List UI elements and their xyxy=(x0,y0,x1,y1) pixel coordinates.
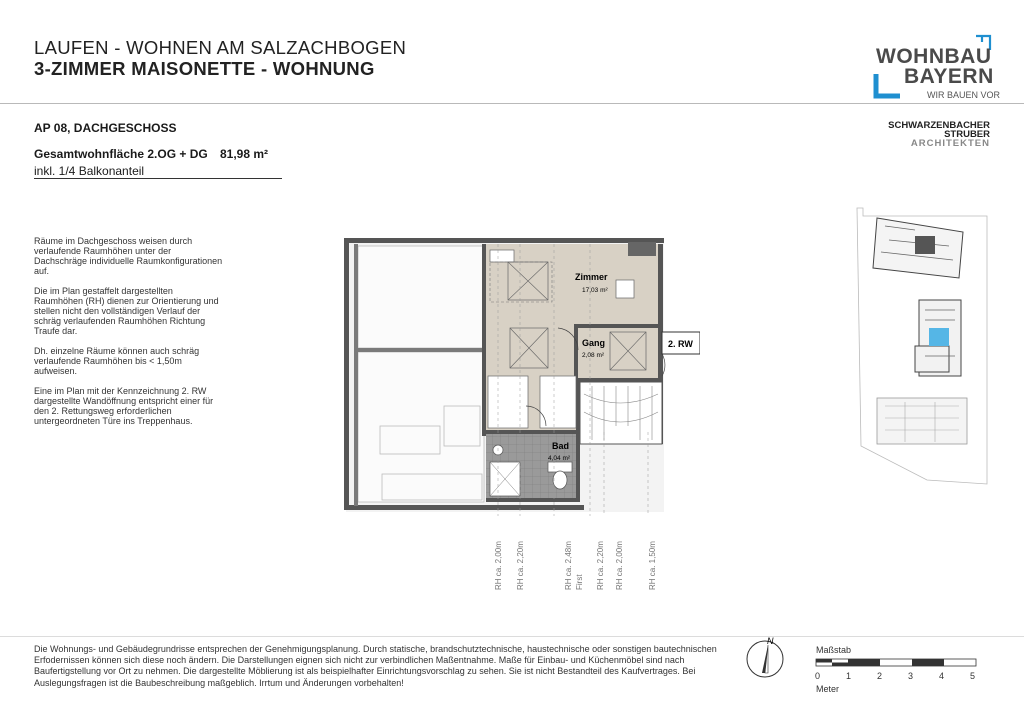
room-height-label: First xyxy=(575,574,584,590)
area-value: 81,98 m² xyxy=(220,147,269,161)
compass-label: N xyxy=(767,636,774,646)
room-height-label: RH ca. 2,20m xyxy=(516,541,525,590)
logo-name-line2: BAYERN xyxy=(904,65,994,88)
note-paragraph: Dh. einzelne Räume können auch schräg verlaufende Raumhöhen bis < 1,50m aufweisen. xyxy=(34,346,200,376)
room-name: Bad xyxy=(552,441,570,451)
note-paragraph: Die im Plan gestaffelt dargestellten Raumhöhen (RH) dienen zur Orientierung und stellen nicht den vollständigen Verlauf der schräg verlaufenden Raumhöhen Richtung Traufe dar. xyxy=(34,286,219,336)
scale-unit: Meter xyxy=(816,684,840,694)
rescue-route-label: 2. RW xyxy=(668,339,693,349)
logo-name-line1: WOHNBAU xyxy=(876,45,992,68)
floor-plan xyxy=(340,236,700,516)
legal-disclaimer: Die Wohnungs- und Gebäudegrundrisse entsprechen der Genehmigungsplanung. Durch statische, brandschutztechnische, haustechnische oder sonstigen bautechnischen Erfodernissen können sich diese noch ändern. Die Darstellungen eignen sich nicht zur verbindlichen Maßentnahme. Maße für Einbau- und Küchenmöbel sind nach Baufertigstellung vor Ort zu nehmen. Die dargestellte Möblierung ist als beispielhafter Einrichtungsvorschlag zu sehen. Sie ist nicht Bestandteil des Kaufvertrages. Bei Auslegungsfragen ist die Baubeschreibung maßgeblich. Irrtum und Änderungen vorbehalten! xyxy=(34,644,717,688)
room-name: Gang xyxy=(582,338,606,348)
scale-tick: 0 xyxy=(815,671,821,681)
architect-line1: SCHWARZENBACHER xyxy=(888,120,990,131)
room-height-label: RH ca. 2,00m xyxy=(494,541,503,590)
area-label: Gesamtwohnfläche 2.OG + DG xyxy=(34,147,208,161)
room-area: 17,03 m² xyxy=(582,287,608,294)
scale-bar xyxy=(812,644,982,674)
north-arrow-icon xyxy=(740,635,790,685)
room-area: 2,08 m² xyxy=(582,352,605,359)
architect-line2: STRUBER xyxy=(944,129,990,140)
scale-label: Maßstab xyxy=(816,645,852,655)
note-paragraph: Räume im Dachgeschoss weisen durch verlaufende Raumhöhen unter der Dachschräge individuelle Raumkonfigurationen auf. xyxy=(34,236,223,276)
scale-tick: 3 xyxy=(908,671,914,681)
scale-tick: 5 xyxy=(970,671,976,681)
room-area: 4,04 m² xyxy=(548,455,571,462)
area-note: inkl. 1/4 Balkonanteil xyxy=(34,164,145,178)
logo-tagline: WIR BAUEN VOR xyxy=(927,90,1001,100)
header-divider xyxy=(0,103,1024,104)
scale-tick: 1 xyxy=(846,671,852,681)
room-height-label: RH ca. 1,50m xyxy=(648,541,657,590)
unit-id: AP 08, DACHGESCHOSS xyxy=(34,121,177,135)
plan-notes xyxy=(34,236,224,436)
footer-divider xyxy=(0,636,1024,637)
room-height-label: RH ca. 2,20m xyxy=(596,541,605,590)
room-height-label: RH ca. 2,00m xyxy=(615,541,624,590)
note-paragraph: Eine im Plan mit der Kennzeichnung 2. RW dargestellte Wandöffnung entspricht einer für den 2. Rettungsweg erforderlichen untergeordneten Türe ins Treppenhaus. xyxy=(34,386,214,426)
unit-type-title: 3-ZIMMER MAISONETTE - WOHNUNG xyxy=(34,58,375,79)
area-row xyxy=(34,147,282,161)
scale-tick: 2 xyxy=(877,671,883,681)
room-height-label: RH ca. 2,48m xyxy=(564,541,573,590)
architect-line3: ARCHITEKTEN xyxy=(910,138,990,149)
room-name: Zimmer xyxy=(575,272,608,282)
key-plan xyxy=(855,206,993,488)
project-title: LAUFEN - WOHNEN AM SALZACHBOGEN xyxy=(34,37,407,58)
area-underline xyxy=(34,178,282,179)
scale-tick: 4 xyxy=(939,671,945,681)
